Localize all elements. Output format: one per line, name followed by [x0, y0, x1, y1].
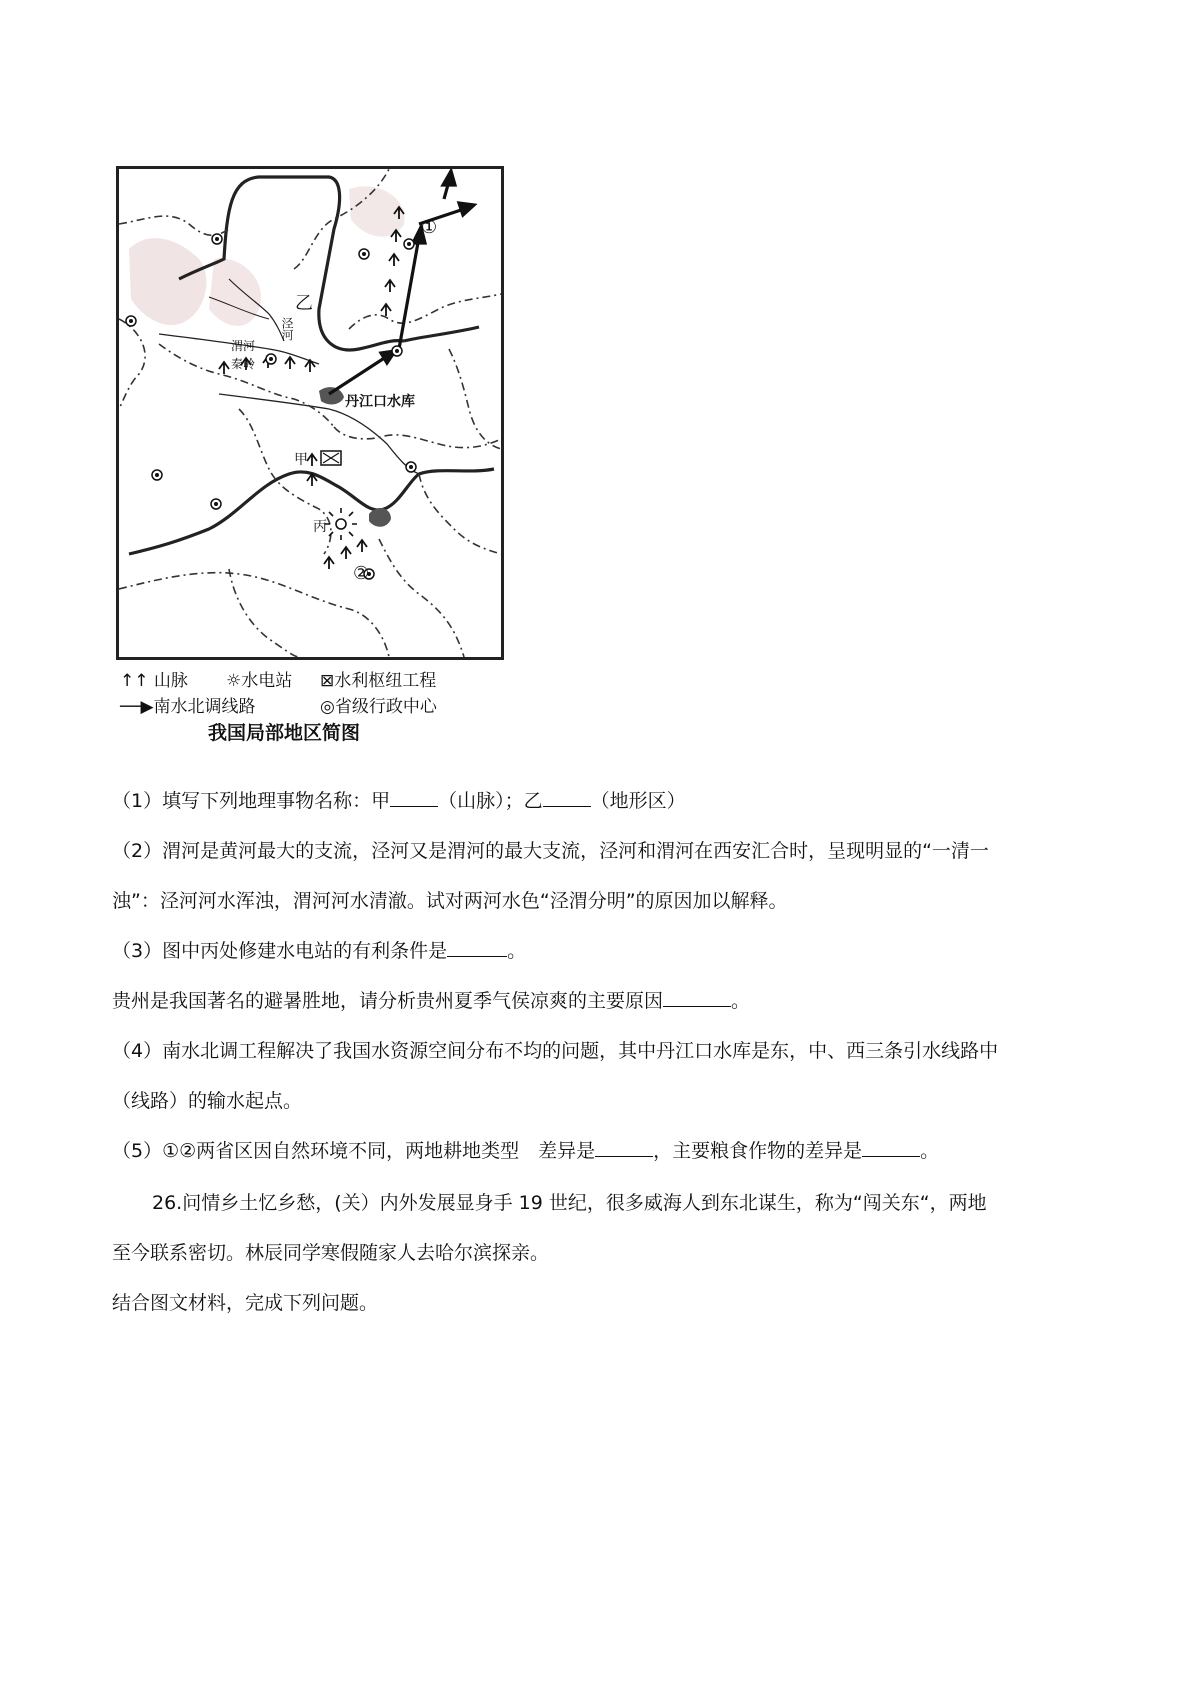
map-figure	[108, 160, 508, 744]
border-4	[334, 427, 501, 448]
regional-map	[119, 169, 501, 657]
shaded-area-west	[129, 238, 206, 325]
east-route-2-arrow	[443, 171, 455, 185]
question-1: （1）填写下列地理事物名称：甲 （山脉）；乙 （地形区）	[112, 790, 686, 812]
question-4-line-2: （线路）的输水起点。	[112, 1090, 303, 1112]
question-3: （3）图中丙处修建水电站的有利条件是 。	[112, 940, 527, 962]
question-2-line-1: （2）渭河是黄河最大的支流，泾河又是渭河的最大支流，泾河和渭河在西安汇合时，呈现明显的“一清一	[112, 840, 989, 862]
legend-route: ──▶南水北调线路	[120, 697, 256, 717]
border-12	[449, 349, 501, 449]
question-26-line-2: 至今联系密切。林辰同学寒假随家人去哈尔滨探亲。	[112, 1242, 550, 1264]
capital-icon: ◎	[320, 697, 335, 717]
label-yi: 乙	[295, 293, 313, 314]
map-legend	[108, 662, 508, 744]
label-jia: 甲	[294, 452, 308, 468]
answer-blank-guizhou[interactable]	[663, 988, 731, 1007]
middle-route	[329, 355, 389, 394]
answer-blank-q3[interactable]	[447, 938, 507, 957]
label-circle-1: ①	[421, 217, 438, 238]
water-hub-gezhouba	[321, 451, 341, 465]
label-danjiangkou: 丹江口水库	[345, 391, 415, 411]
label-circle-2: ②	[353, 563, 370, 584]
border-1	[119, 216, 229, 235]
question-2-line-2: 浊”：泾河河水浑浊，渭河河水清澈。试对两河水色“泾渭分明”的原因加以解释。	[112, 890, 788, 912]
answer-blank-jia[interactable]	[390, 788, 438, 807]
question-4-line-1: （4）南水北调工程解决了我国水资源空间分布不均的问题，其中丹江口水库是东，中、西三条引水线路中	[112, 1040, 999, 1062]
answer-blank-crops[interactable]	[862, 1138, 920, 1157]
border-9	[119, 573, 389, 657]
mountain-range-jia	[307, 454, 317, 486]
legend-hydro: ☼水电站	[226, 671, 293, 691]
map-frame	[116, 166, 504, 660]
dongting-lake	[369, 508, 391, 527]
map-title: 我国局部地区简图	[208, 722, 361, 744]
border-11	[229, 569, 299, 657]
label-bing: 丙	[313, 519, 327, 535]
mountain-icon: ↑↑	[120, 671, 154, 691]
border-6	[349, 294, 501, 329]
hydropower-icon: ☼	[226, 671, 242, 691]
label-qinling: 秦岭	[231, 357, 256, 371]
question-26-line-3: 结合图文材料，完成下列问题。	[112, 1292, 379, 1314]
legend-hub: ⊠水利枢纽工程	[320, 671, 437, 691]
water-hub-icon: ⊠	[320, 671, 335, 691]
question-26-line-1: 26.问情乡土忆乡愁，(关）内外发展显身手 19 世纪，很多威海人到东北谋生，称为“闯关东“，两地	[152, 1192, 987, 1214]
question-guizhou: 贵州是我国著名的避暑胜地，请分析贵州夏季气侯凉爽的主要原因 。	[112, 990, 751, 1012]
legend-mountain: ↑↑ 山脉	[120, 671, 188, 691]
border-10	[419, 474, 501, 554]
danjiangkou-lake	[319, 387, 344, 404]
east-route-arrow	[459, 203, 474, 215]
route-arrow-icon: ──▶	[120, 697, 154, 717]
answer-blank-yi[interactable]	[543, 788, 591, 807]
border-8	[379, 539, 464, 657]
shaded-area-plateau	[209, 258, 261, 326]
yellow-river-lower	[404, 327, 479, 341]
legend-capital: ◎省级行政中心	[320, 697, 437, 717]
label-weihe: 渭河	[231, 339, 256, 353]
answer-blank-farmland[interactable]	[595, 1138, 653, 1157]
question-5: （5）①②两省区因自然环境不同，两地耕地类型 差异是 ，主要粮食作物的差异是 。	[112, 1140, 940, 1162]
border-2	[119, 319, 145, 409]
label-jinghe: 泾河	[280, 317, 294, 341]
middle-route-north	[399, 237, 419, 349]
hydropower-station-bing	[325, 508, 357, 540]
